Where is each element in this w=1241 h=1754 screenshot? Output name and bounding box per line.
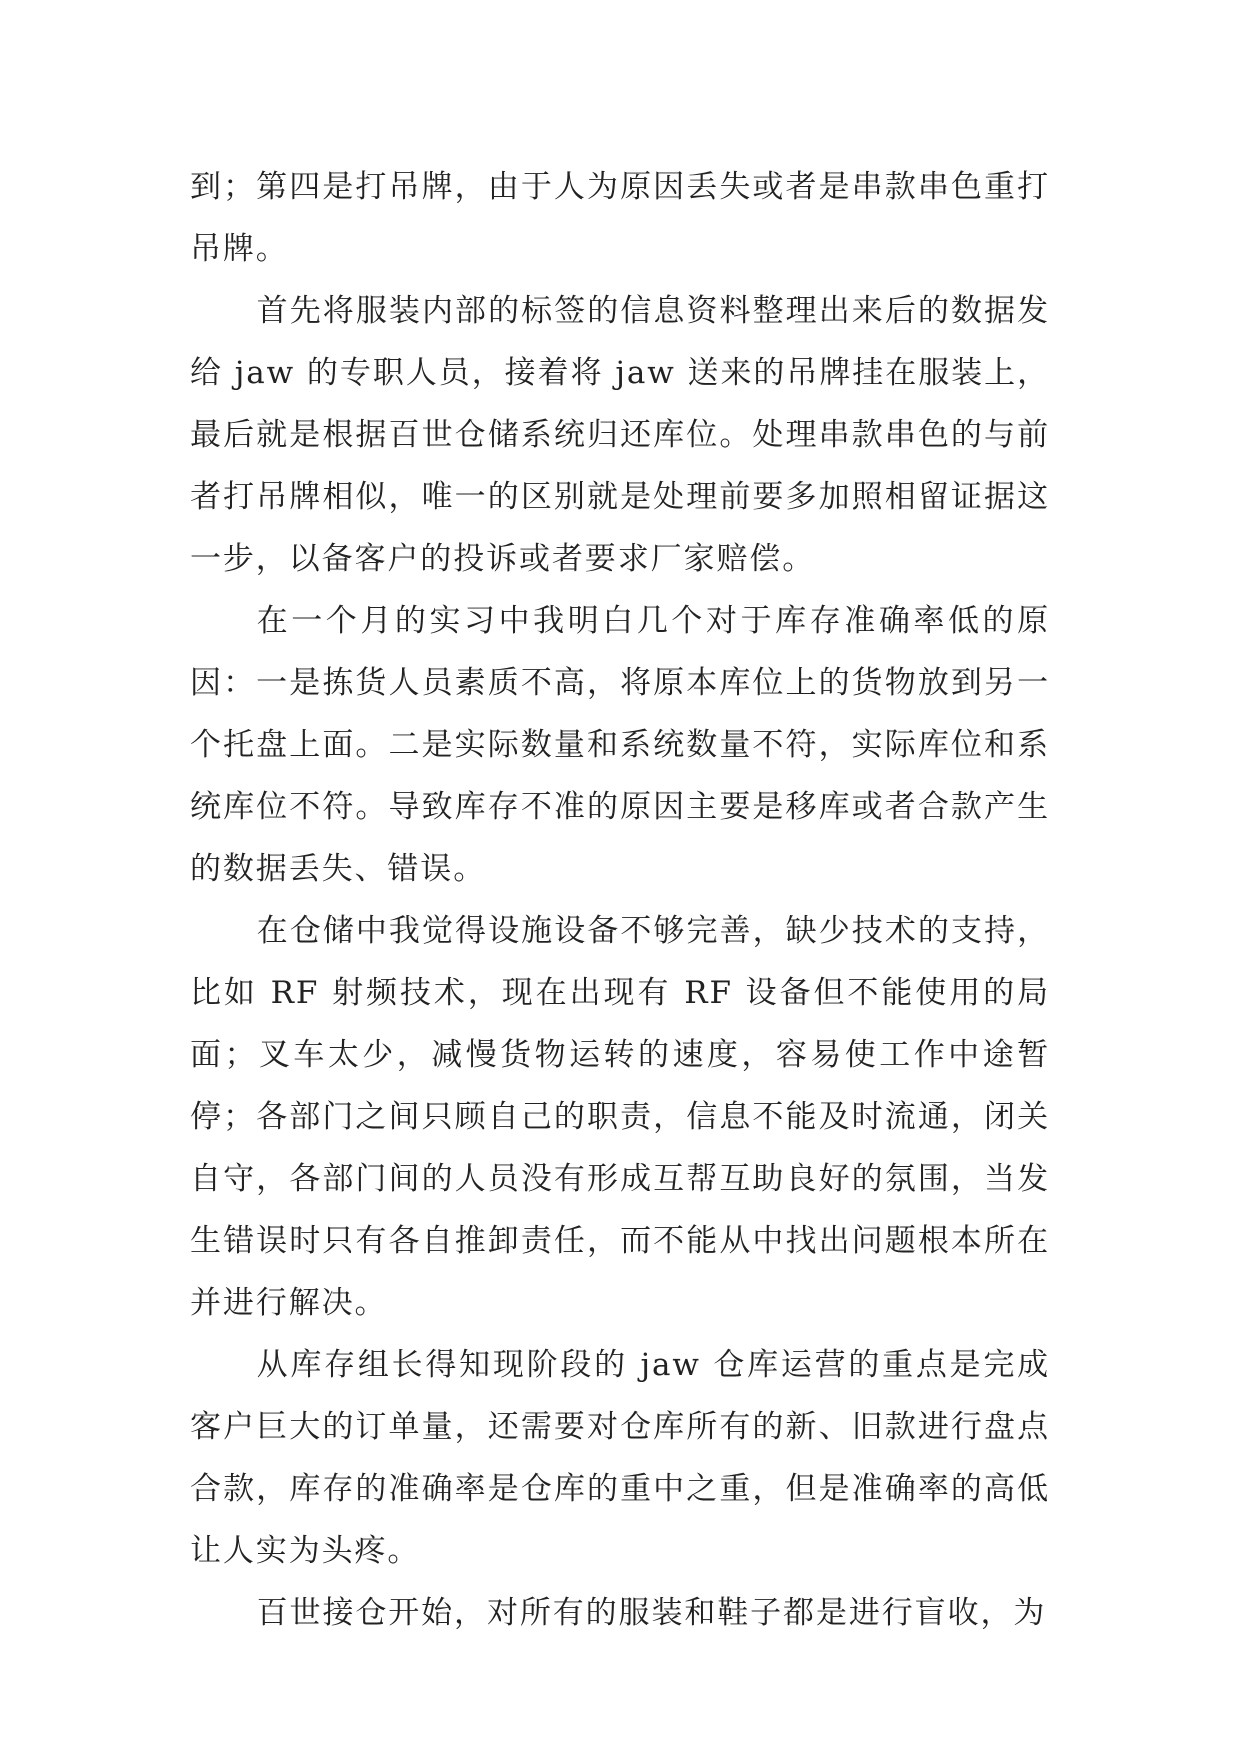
- document-body: [190, 156, 1050, 1644]
- paragraph-5: 从库存组长得知现阶段的 jaw 仓库运营的重点是完成客户巨大的订单量，还需要对仓库所有的新、旧款进行盘点合款，库存的准确率是仓库的重中之重，但是准确率的高低让人实为头疼。: [190, 1347, 1050, 1569]
- paragraph-4: 在仓储中我觉得设施设备不够完善，缺少技术的支持，比如 RF 射频技术，现在出现有 RF 设备但不能使用的局面；叉车太少，减慢货物运转的速度，容易使工作中途暂停；各部门之间只顾自己的职责，信息不能及时流通，闭关自守，各部门间的人员没有形成互帮互助良好的氛围，当发生错误时只有各自推卸责任，而不能从中找出问题根本所在并进行解决。: [190, 913, 1050, 1321]
- paragraph-3: 在一个月的实习中我明白几个对于库存准确率低的原因：一是拣货人员素质不高，将原本库位上的货物放到另一个托盘上面。二是实际数量和系统数量不符，实际库位和系统库位不符。导致库存不准的原因主要是移库或者合款产生的数据丢失、错误。: [190, 603, 1050, 887]
- paragraph-1: 到；第四是打吊牌，由于人为原因丢失或者是串款串色重打吊牌。: [190, 169, 1050, 267]
- paragraph-6: 百世接仓开始，对所有的服装和鞋子都是进行盲收，为: [256, 1595, 1047, 1631]
- paragraph-2: 首先将服装内部的标签的信息资料整理出来后的数据发给 jaw 的专职人员，接着将 jaw 送来的吊牌挂在服装上，最后就是根据百世仓储系统归还库位。处理串款串色的与前者打吊牌相似，唯一的区别就是处理前要多加照相留证据这一步，以备客户的投诉或者要求厂家赔偿。: [190, 293, 1050, 577]
